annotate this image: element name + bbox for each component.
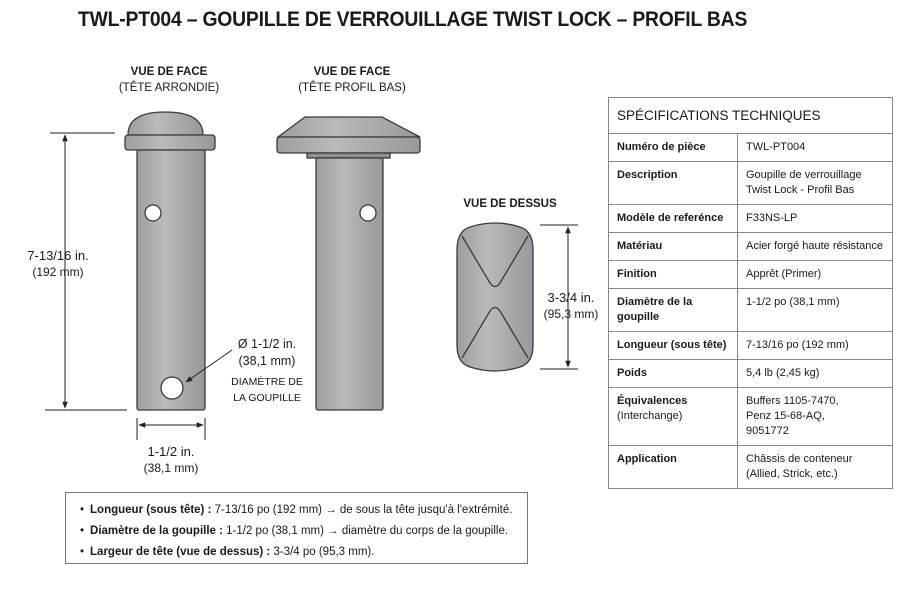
spec-row bbox=[609, 332, 893, 360]
spec-value bbox=[738, 332, 893, 360]
spec-value-line: 5,4 lb (2,45 kg) bbox=[746, 367, 820, 379]
length-dimension: 7-13/16 in. (192 mm) bbox=[27, 248, 89, 279]
note-item bbox=[80, 521, 527, 542]
spec-value-line: TWL-PT004 bbox=[746, 141, 806, 153]
spec-key bbox=[609, 289, 738, 332]
pin-round-head bbox=[125, 112, 215, 410]
note-label: Largeur de tête (vue de dessus) : bbox=[90, 546, 271, 558]
spec-key bbox=[609, 261, 738, 289]
spec-value-line: F33NS-LP bbox=[746, 212, 798, 224]
spec-key bbox=[609, 446, 738, 489]
spec-key bbox=[609, 205, 738, 233]
spec-key bbox=[609, 162, 738, 205]
spec-table-header: SPÉCIFICATIONS TECHNIQUES bbox=[609, 98, 893, 134]
note-item bbox=[80, 542, 527, 563]
spec-value-line: Penz 15-68-AQ, bbox=[746, 410, 825, 422]
spec-value-line: Apprêt (Primer) bbox=[746, 268, 822, 280]
spec-value bbox=[738, 205, 893, 233]
spec-value-line: Goupille de verrouillage bbox=[746, 169, 862, 181]
spec-value-line: Twist Lock - Profil Bas bbox=[746, 184, 855, 196]
spec-table bbox=[608, 97, 893, 489]
note-text: 7-13/16 po (192 mm) → de sous la tête jusqu'à l'extrémité. bbox=[211, 504, 513, 516]
top-view-head bbox=[457, 223, 533, 371]
spec-value bbox=[738, 360, 893, 388]
page-title: TWL-PT004 – GOUPILLE DE VERROUILLAGE TWIST LOCK – PROFIL BAS bbox=[78, 8, 748, 31]
spec-key-label: Description bbox=[617, 169, 678, 181]
spec-key bbox=[609, 360, 738, 388]
spec-key-label: Modèle de referénce bbox=[617, 212, 724, 224]
spec-key-sub: (Interchange) bbox=[617, 410, 683, 422]
spec-key-label: Équivalences bbox=[617, 395, 688, 407]
spec-key-label: Longueur (sous tête) bbox=[617, 339, 727, 351]
spec-row bbox=[609, 388, 893, 446]
spec-key bbox=[609, 233, 738, 261]
spec-key-label: Finition bbox=[617, 268, 657, 280]
spec-value-line: Buffers 1105-7470, bbox=[746, 395, 839, 407]
pin-hole bbox=[161, 377, 183, 399]
view-label-front-low: VUE DE FACE (TÊTE PROFIL BAS) bbox=[298, 66, 406, 94]
spec-row bbox=[609, 205, 893, 233]
spec-value bbox=[738, 162, 893, 205]
spec-key bbox=[609, 388, 738, 446]
spec-value bbox=[738, 261, 893, 289]
spec-row bbox=[609, 360, 893, 388]
view-label-front-round: VUE DE FACE (TÊTE ARRONDIE) bbox=[118, 66, 220, 94]
spec-value-line: Châssis de conteneur bbox=[746, 453, 853, 465]
notes-box bbox=[65, 492, 528, 564]
note-label: Diamètre de la goupille : bbox=[90, 525, 223, 537]
spec-key bbox=[609, 134, 738, 162]
spec-value-line: 9051772 bbox=[746, 425, 789, 437]
spec-value bbox=[738, 233, 893, 261]
spec-value bbox=[738, 134, 893, 162]
spec-key-label: Diamètre de la goupille bbox=[617, 296, 693, 323]
spec-value-line: (Allied, Strick, etc.) bbox=[746, 468, 838, 480]
pin-hole bbox=[360, 205, 376, 221]
spec-key-label: Poids bbox=[617, 367, 647, 379]
spec-value bbox=[738, 446, 893, 489]
spec-row bbox=[609, 233, 893, 261]
spec-row bbox=[609, 134, 893, 162]
spec-value bbox=[738, 388, 893, 446]
spec-row bbox=[609, 289, 893, 332]
note-text: 1-1/2 po (38,1 mm) → diamètre du corps de la goupille. bbox=[222, 525, 509, 537]
spec-key-label: Numéro de pièce bbox=[617, 141, 706, 153]
spec-key bbox=[609, 332, 738, 360]
note-label: Longueur (sous tête) : bbox=[90, 504, 212, 516]
pin-diameter-callout: Ø 1-1/2 in. (38,1 mm) DIAMÈTRE DE LA GOUPILLE bbox=[231, 337, 303, 404]
spec-key-label: Application bbox=[617, 453, 677, 465]
spec-key-label: Matériau bbox=[617, 240, 663, 252]
spec-value bbox=[738, 289, 893, 332]
note-item bbox=[80, 500, 527, 521]
spec-value-line: 1-1/2 po (38,1 mm) bbox=[746, 296, 840, 308]
spec-value-line: 7-13/16 po (192 mm) bbox=[746, 339, 849, 351]
width-dimension: 1-1/2 in. (38,1 mm) bbox=[143, 444, 199, 475]
spec-row bbox=[609, 162, 893, 205]
pin-hole bbox=[145, 205, 161, 221]
head-dimension: 3-3/4 in. (95,3 mm) bbox=[543, 290, 599, 321]
spec-value-line: Acier forgé haute résistance bbox=[746, 240, 883, 252]
spec-row bbox=[609, 446, 893, 489]
spec-row bbox=[609, 261, 893, 289]
view-label-top: VUE DE DESSUS bbox=[463, 198, 557, 210]
note-text: 3-3/4 po (95,3 mm). bbox=[270, 546, 375, 558]
